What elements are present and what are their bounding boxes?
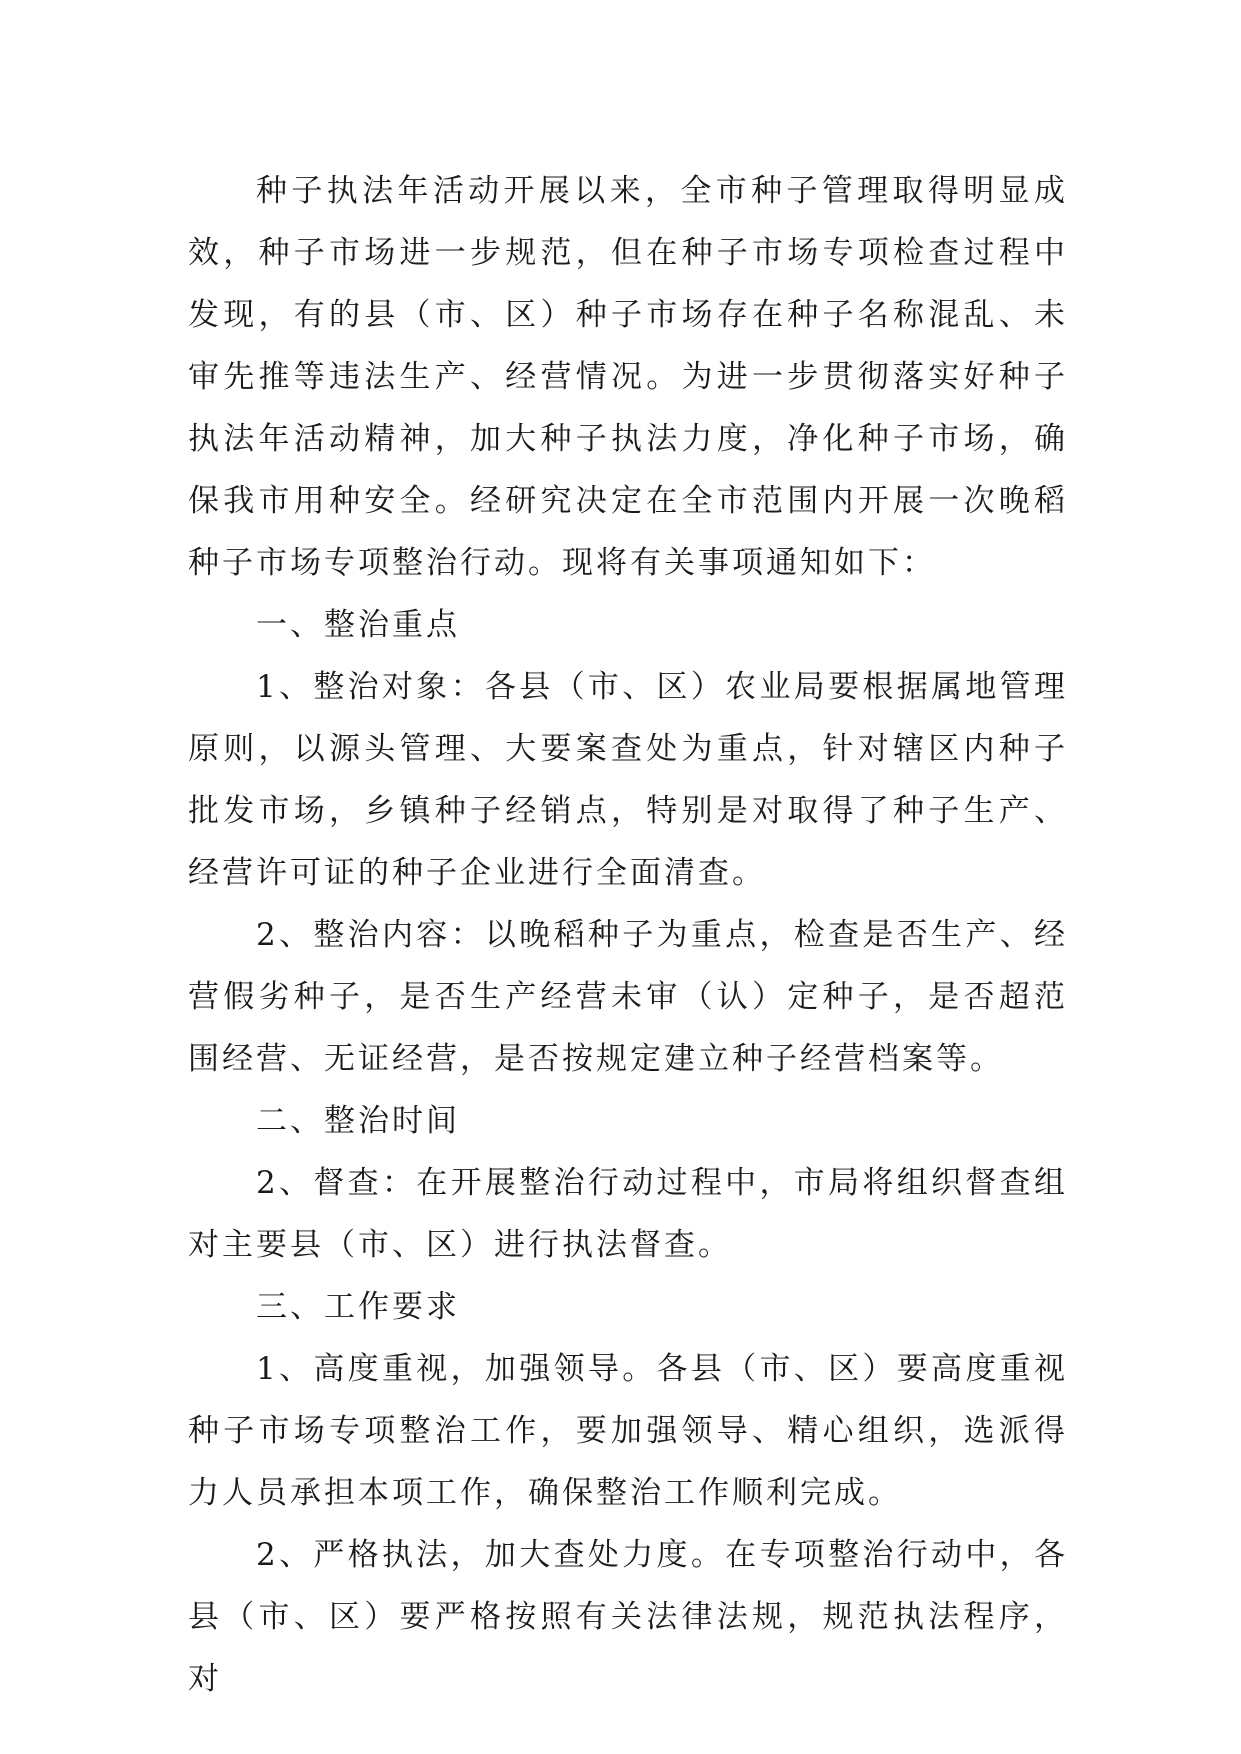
paragraph-enforcement: 2、严格执法，加大查处力度。在专项整治行动中，各县（市、区）要严格按照有关法律法规，规范执法程序，对 bbox=[188, 1537, 1068, 1697]
paragraph-leadership: 1、高度重视，加强领导。各县（市、区）要高度重视种子市场专项整治工作，要加强领导、精心组织，选派得力人员承担本项工作，确保整治工作顺利完成。 bbox=[188, 1351, 1068, 1511]
document-body bbox=[188, 160, 1068, 1710]
intro-paragraph: 种子执法年活动开展以来，全市种子管理取得明显成效，种子市场进一步规范，但在种子市场专项检查过程中发现，有的县（市、区）种子市场存在种子名称混乱、未审先推等违法生产、经营情况。为进一步贯彻落实好种子执法年活动精神，加大种子执法力度，净化种子市场，确保我市用种安全。经研究决定在全市范围内开展一次晚稻种子市场专项整治行动。现将有关事项通知如下： bbox=[188, 173, 1068, 581]
section-heading-requirements: 三、工作要求 bbox=[256, 1289, 460, 1325]
paragraph-targets: 1、整治对象：各县（市、区）农业局要根据属地管理原则，以源头管理、大要案查处为重点，针对辖区内种子批发市场，乡镇种子经销点，特别是对取得了种子生产、经营许可证的种子企业进行全面清查。 bbox=[188, 669, 1068, 891]
section-heading-focus: 一、整治重点 bbox=[256, 607, 460, 643]
paragraph-inspection: 2、督查：在开展整治行动过程中，市局将组织督查组对主要县（市、区）进行执法督查。 bbox=[188, 1165, 1068, 1263]
section-heading-time: 二、整治时间 bbox=[256, 1103, 460, 1139]
paragraph-content: 2、整治内容：以晚稻种子为重点，检查是否生产、经营假劣种子，是否生产经营未审（认）定种子，是否超范围经营、无证经营，是否按规定建立种子经营档案等。 bbox=[188, 917, 1068, 1077]
